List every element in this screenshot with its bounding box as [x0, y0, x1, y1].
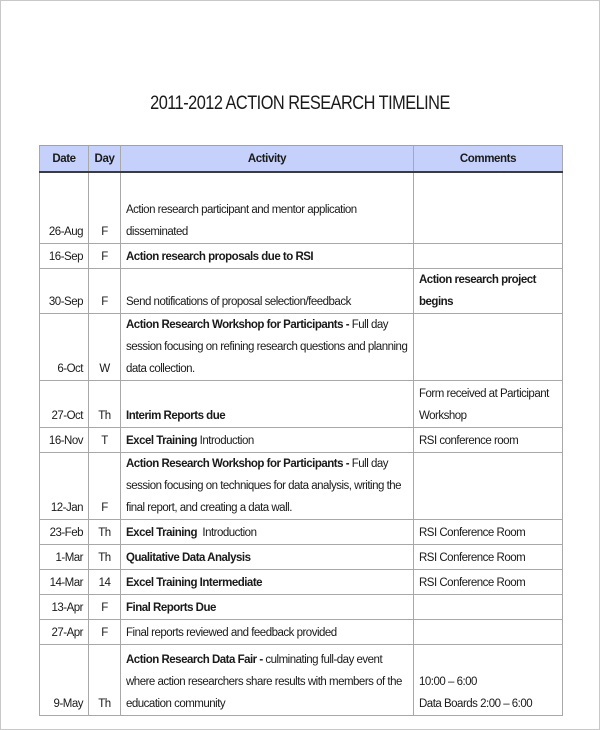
row-day: F	[101, 602, 108, 614]
row-activity: Full day session focusing on techniques for data analysis, writing the final report, and creating a data wall.	[126, 458, 402, 514]
row-comment: Form received at Participant Workshop	[419, 388, 549, 422]
row-comment-line2: Data Boards 2:00 – 6:00	[419, 698, 533, 710]
row-activity: culminating full-day event where action researchers share results with members of the education community	[126, 654, 402, 710]
header-activity: Activity	[121, 146, 414, 173]
row-activity-bold: Excel Training Intermediate	[126, 577, 263, 589]
table-row	[40, 269, 563, 314]
row-day: F	[101, 502, 108, 514]
row-activity: Action research participant and mentor application disseminated	[126, 204, 357, 238]
row-day: Th	[98, 527, 111, 539]
table-row	[40, 244, 563, 269]
table-row	[40, 595, 563, 620]
row-date: 1-Mar	[55, 552, 83, 564]
row-comment: RSI Conference Room	[419, 527, 526, 539]
row-date: 27-Oct	[51, 410, 83, 422]
row-activity: Final reports reviewed and feedback provided	[126, 627, 337, 639]
row-activity: Full day session focusing on refining research questions and planning data collection.	[126, 319, 408, 375]
table-row	[40, 453, 563, 520]
row-activity: Send notifications of proposal selection/feedback	[126, 296, 351, 308]
timeline-table	[39, 145, 563, 716]
header-date: Date	[40, 146, 89, 173]
table-row	[40, 381, 563, 428]
table-row	[40, 314, 563, 381]
row-activity-bold: Action research proposals due to RSI	[126, 251, 314, 263]
row-date: 6-Oct	[57, 363, 83, 375]
table-row	[40, 570, 563, 595]
row-comment: RSI Conference Room	[419, 577, 526, 589]
row-day: Th	[98, 410, 111, 422]
row-date: 27-Apr	[51, 627, 83, 639]
row-day: 14	[98, 577, 111, 589]
row-activity: Introduction	[196, 527, 257, 539]
row-date: 26-Aug	[48, 226, 83, 238]
row-comment: RSI conference room	[419, 435, 519, 447]
row-comment: 10:00 – 6:00	[419, 676, 477, 688]
table-header-row	[40, 146, 563, 173]
header-comments: Comments	[414, 146, 563, 173]
row-day: F	[101, 627, 108, 639]
row-date: 13-Apr	[51, 602, 83, 614]
row-date: 30-Sep	[48, 296, 83, 308]
row-day: T	[101, 435, 108, 447]
row-date: 23-Feb	[49, 527, 83, 539]
row-date: 16-Sep	[48, 251, 83, 263]
row-activity-bold: Action Research Data Fair -	[126, 654, 263, 666]
document-title: 2011-2012 ACTION RESEARCH TIMELINE	[150, 93, 450, 114]
row-activity: Introduction	[196, 435, 254, 447]
table-row	[40, 172, 563, 244]
row-day: W	[99, 363, 110, 375]
row-activity-bold: Final Reports Due	[126, 602, 216, 614]
row-activity-bold: Qualitative Data Analysis	[126, 552, 251, 564]
row-activity-bold: Excel Training	[126, 527, 197, 539]
row-activity-bold: Action Research Workshop for Participants -	[126, 458, 350, 470]
table-row	[40, 520, 563, 545]
row-comment-bold: Action research project begins	[419, 274, 536, 308]
row-day: Th	[98, 698, 111, 710]
row-date: 12-Jan	[50, 502, 83, 514]
table-row	[40, 645, 563, 716]
row-day: Th	[98, 552, 111, 564]
row-day: F	[101, 296, 108, 308]
row-date: 14-Mar	[49, 577, 83, 589]
table-row	[40, 428, 563, 453]
row-activity-bold: Action Research Workshop for Participants -	[126, 319, 350, 331]
header-day: Day	[89, 146, 121, 173]
table-row	[40, 620, 563, 645]
row-date: 16-Nov	[48, 435, 83, 447]
row-activity-bold: Excel Training	[126, 435, 197, 447]
row-day: F	[101, 226, 108, 238]
row-comment: RSI Conference Room	[419, 552, 526, 564]
row-activity-bold: Interim Reports due	[126, 410, 226, 422]
table-row	[40, 545, 563, 570]
row-date: 9-May	[53, 698, 83, 710]
row-day: F	[101, 251, 108, 263]
